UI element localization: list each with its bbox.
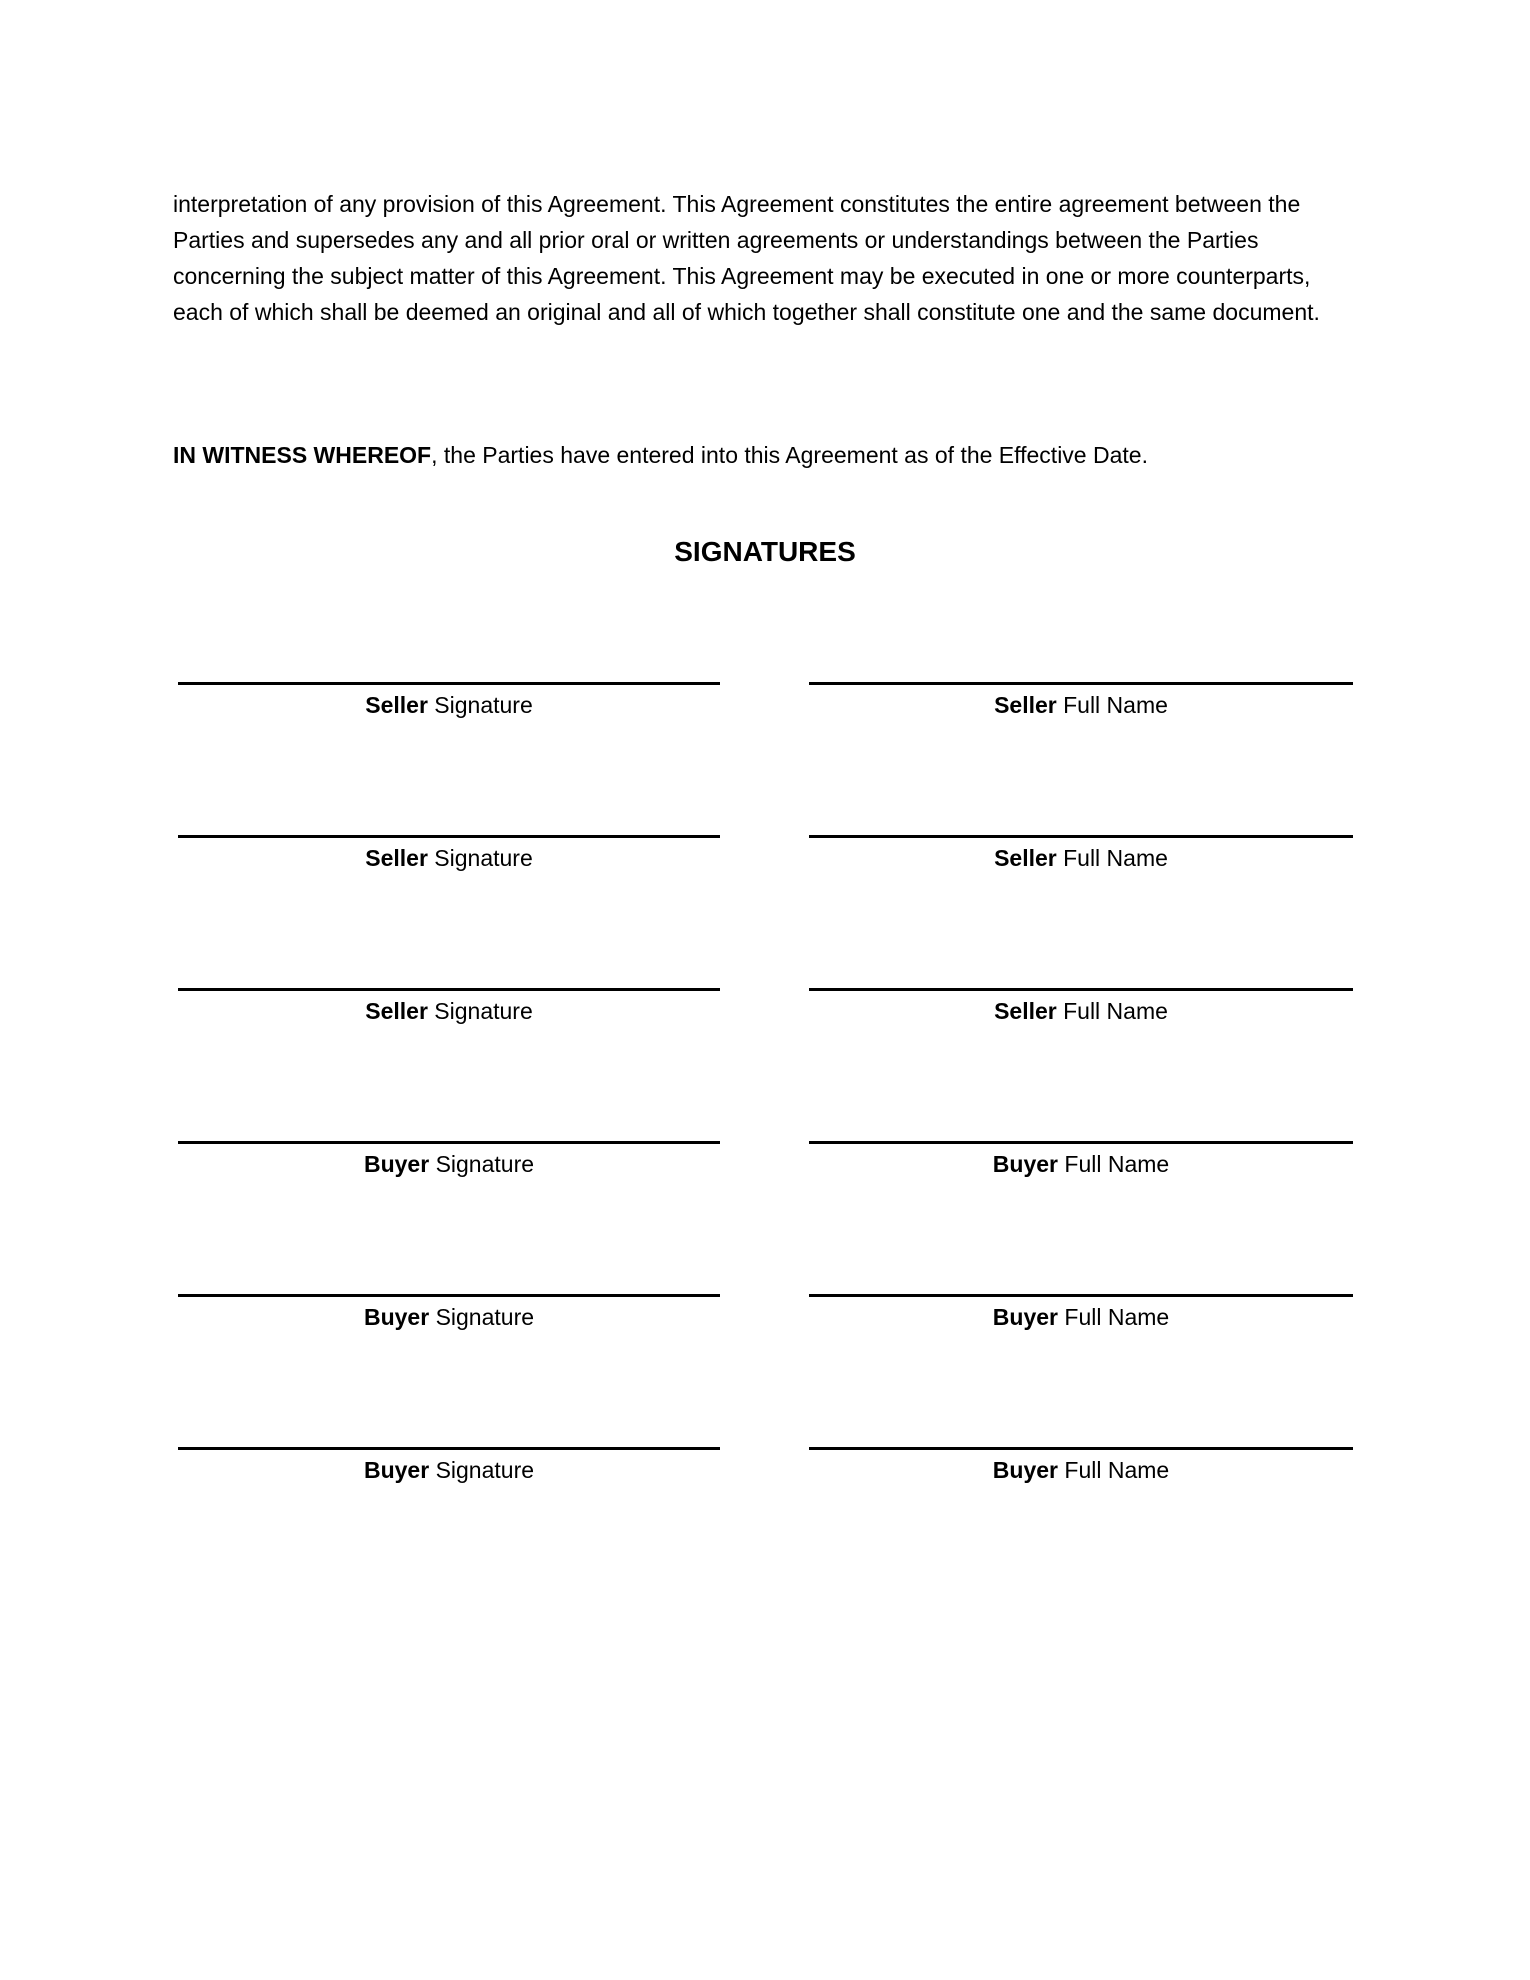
witness-clause	[173, 437, 1348, 473]
seller-signature-field-1	[178, 682, 720, 719]
party-label: Seller	[994, 998, 1057, 1024]
party-label: Seller	[994, 845, 1057, 871]
party-label: Buyer	[363, 1304, 430, 1330]
party-label: Buyer	[992, 1151, 1058, 1177]
buyer-fullname-field-3	[809, 1447, 1353, 1484]
party-label: Seller	[994, 692, 1057, 718]
buyer-fullname-field-1	[809, 1141, 1353, 1178]
field-label: Full Name	[1064, 1304, 1170, 1330]
party-label: Seller	[365, 692, 428, 718]
signature-row	[178, 988, 1353, 1141]
seller-fullname-field-1	[809, 682, 1353, 719]
signature-row	[178, 1141, 1353, 1294]
signatures-heading: SIGNATURES	[674, 536, 856, 567]
signature-section	[178, 682, 1353, 1600]
field-label: Full Name	[1063, 692, 1168, 718]
field-label: Full Name	[1063, 845, 1168, 871]
seller-fullname-field-3	[809, 988, 1353, 1025]
witness-clause-bold-text: IN WITNESS WHEREOF	[173, 442, 432, 468]
party-label: Seller	[365, 998, 428, 1024]
closing-paragraph: interpretation of any provision of this Agreement. This Agreement constitutes the entire agreement between the Parties and supersedes any and all prior oral or written agreements or understandings between the Parties concerning the subject matter of this Agreement. This Agreement may be executed in one or more counterparts, each of which shall be deemed an original and all of which together shall constitute one and the same document.	[173, 191, 1320, 325]
signature-row	[178, 835, 1353, 988]
field-label: Signature	[434, 998, 533, 1024]
signature-row	[178, 1447, 1353, 1600]
seller-signature-field-2	[178, 835, 720, 872]
field-label: Signature	[435, 1151, 535, 1177]
party-label: Buyer	[992, 1304, 1058, 1330]
buyer-fullname-field-2	[809, 1294, 1353, 1331]
field-label: Signature	[434, 845, 533, 871]
buyer-signature-field-3	[178, 1447, 720, 1484]
signature-row	[178, 682, 1353, 835]
field-label: Full Name	[1064, 1151, 1170, 1177]
party-label: Buyer	[363, 1151, 430, 1177]
field-label: Signature	[435, 1457, 535, 1483]
field-label: Full Name	[1063, 998, 1168, 1024]
field-label: Signature	[435, 1304, 535, 1330]
witness-clause-rest-text: , the Parties have entered into this Agreement as of the Effective Date.	[431, 442, 1148, 468]
field-label: Full Name	[1064, 1457, 1170, 1483]
party-label: Seller	[365, 845, 428, 871]
signature-row	[178, 1294, 1353, 1447]
buyer-signature-field-1	[178, 1141, 720, 1178]
seller-fullname-field-2	[809, 835, 1353, 872]
party-label: Buyer	[992, 1457, 1058, 1483]
seller-signature-field-3	[178, 988, 720, 1025]
buyer-signature-field-2	[178, 1294, 720, 1331]
party-label: Buyer	[363, 1457, 430, 1483]
field-label: Signature	[434, 692, 533, 718]
